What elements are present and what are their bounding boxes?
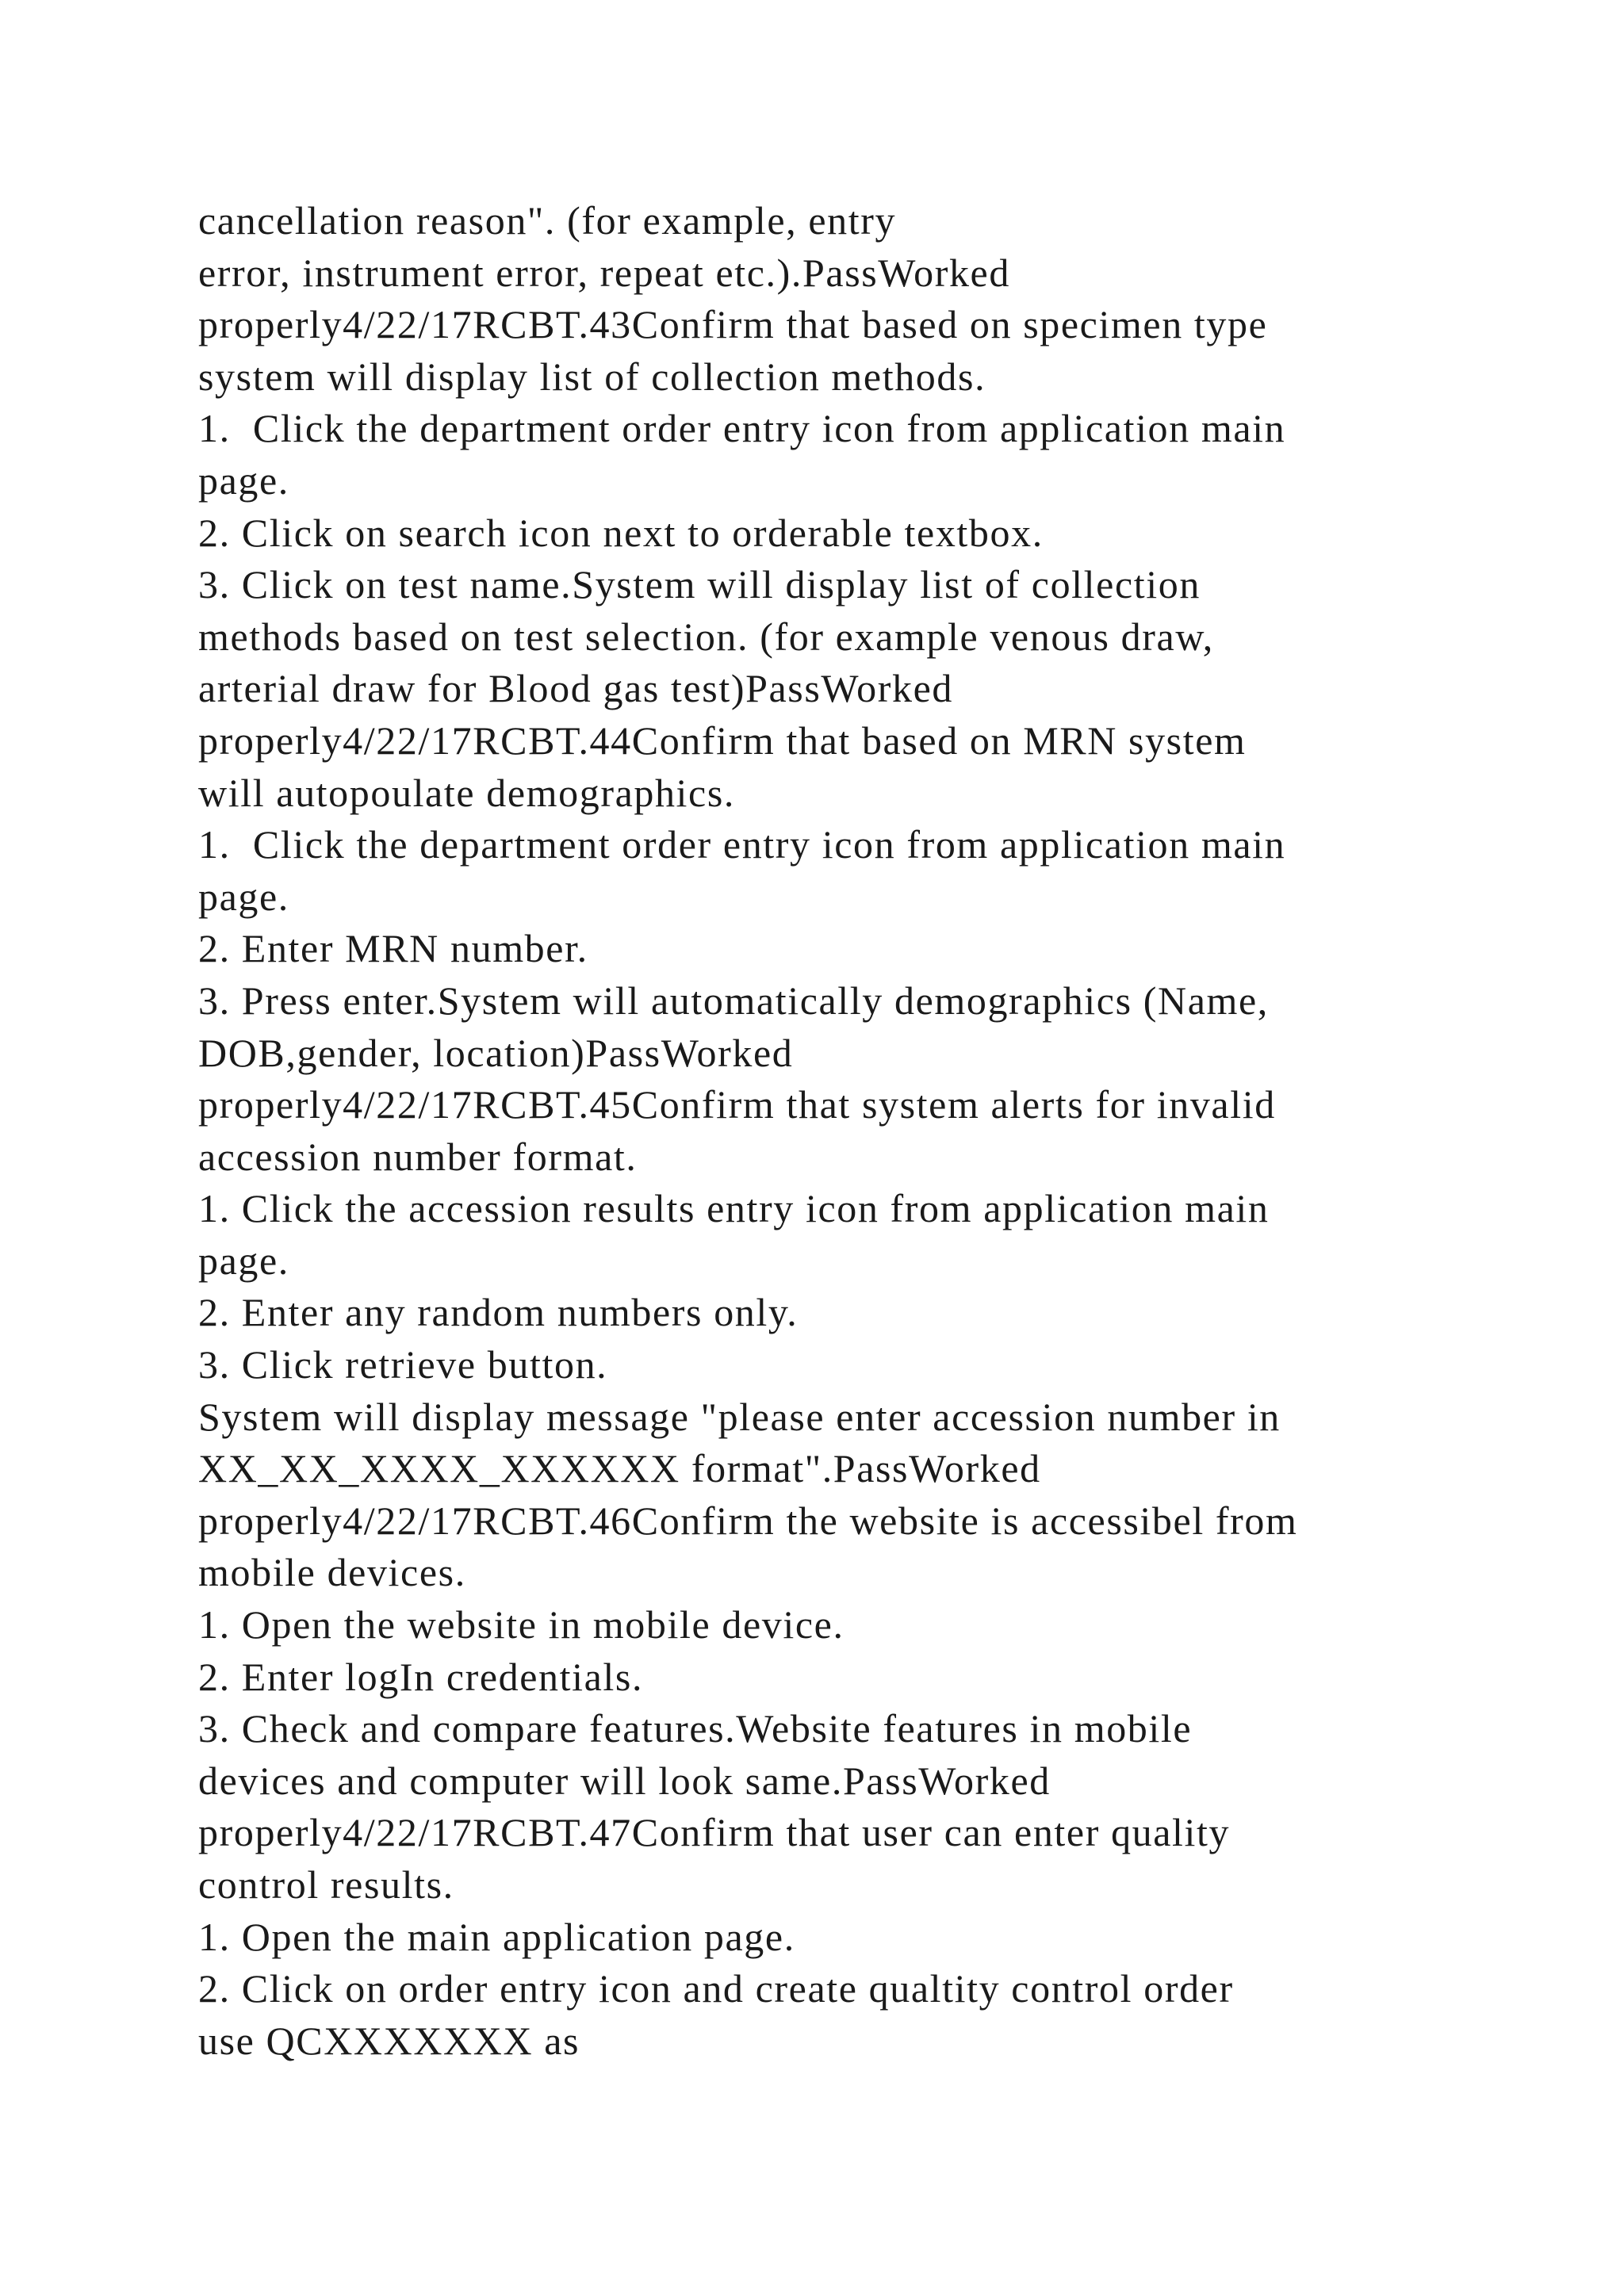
text-line: accession number format. — [198, 1134, 638, 1179]
text-line: 3. Click retrieve button. — [198, 1342, 608, 1387]
text-line: system will display list of collection methods. — [198, 354, 986, 399]
text-line: cancellation reason". (for example, entry — [198, 198, 897, 243]
text-line: 1. Open the main application page. — [198, 1914, 795, 1959]
text-line: 2. Click on search icon next to orderable textbox. — [198, 510, 1044, 555]
text-line: DOB,gender, location)PassWorked — [198, 1030, 794, 1075]
text-line: 3. Click on test name.System will display list of collection — [198, 562, 1201, 607]
text-line: properly4/22/17RCBT.47Confirm that user can enter quality — [198, 1810, 1231, 1855]
text-line: 1. Click the department order entry icon from application main — [198, 822, 1286, 867]
text-line: System will display message "please enter accession number in — [198, 1394, 1281, 1439]
text-line: properly4/22/17RCBT.46Confirm the website is accessibel from — [198, 1498, 1298, 1543]
text-line: 2. Enter any random numbers only. — [198, 1290, 799, 1335]
text-line: control results. — [198, 1862, 454, 1907]
text-line: properly4/22/17RCBT.45Confirm that system alerts for invalid — [198, 1082, 1276, 1127]
text-line: properly4/22/17RCBT.44Confirm that based on MRN system — [198, 718, 1247, 763]
text-line: 3. Press enter.System will automatically demographics (Name, — [198, 978, 1269, 1023]
text-line: use QCXXXXXXX as — [198, 2018, 580, 2063]
text-line: 1. Open the website in mobile device. — [198, 1602, 845, 1647]
text-line: page. — [198, 457, 289, 503]
text-line: 3. Check and compare features.Website features in mobile — [198, 1706, 1193, 1751]
text-line: page. — [198, 874, 289, 919]
document-text-block — [198, 195, 1507, 2067]
text-line: devices and computer will look same.PassWorked — [198, 1758, 1051, 1803]
text-line: will autopoulate demographics. — [198, 770, 736, 815]
text-line: 1. Click the accession results entry icon from application main — [198, 1186, 1270, 1231]
text-line: 1. Click the department order entry icon from application main — [198, 406, 1286, 451]
text-line: arterial draw for Blood gas test)PassWorked — [198, 666, 954, 711]
text-line: properly4/22/17RCBT.43Confirm that based on specimen type — [198, 302, 1268, 347]
text-line: 2. Enter MRN number. — [198, 926, 588, 971]
text-line: 2. Click on order entry icon and create qualtity control order — [198, 1966, 1234, 2011]
text-line: mobile devices. — [198, 1550, 466, 1595]
text-line: methods based on test selection. (for example venous draw, — [198, 614, 1214, 659]
text-line: XX_XX_XXXX_XXXXXX format".PassWorked — [198, 1446, 1041, 1491]
text-line: error, instrument error, repeat etc.).PassWorked — [198, 250, 1010, 295]
text-line: page. — [198, 1238, 289, 1283]
text-line: 2. Enter logIn credentials. — [198, 1654, 644, 1699]
